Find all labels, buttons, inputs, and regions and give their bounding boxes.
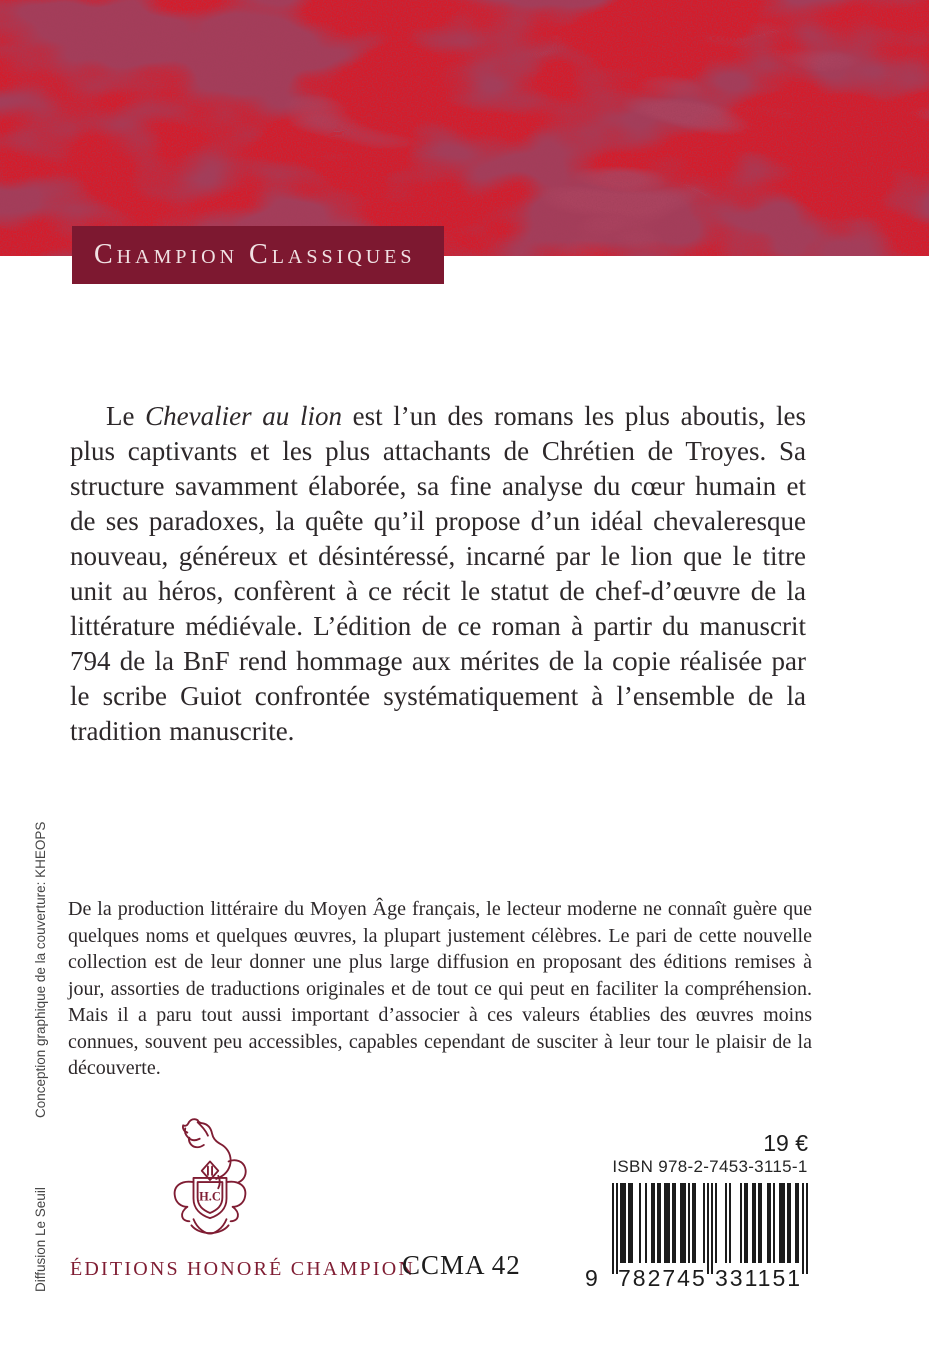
barcode-bar	[725, 1183, 727, 1263]
publisher-name: ÉDITIONS HONORÉ CHAMPION	[70, 1258, 416, 1280]
barcode-digit-group2: 331151	[715, 1265, 803, 1291]
barcode-bar	[612, 1183, 614, 1274]
barcode-bar	[692, 1183, 696, 1263]
barcode-bar	[744, 1183, 748, 1263]
barcode-bar	[767, 1183, 771, 1263]
barcode-bar	[664, 1183, 670, 1263]
barcode-bar	[729, 1183, 731, 1263]
barcode-digit-lead: 9	[585, 1265, 598, 1291]
barcode-bars	[612, 1183, 808, 1274]
collection-note-paragraph: De la production littéraire du Moyen Âge français, le lecteur moderne ne connaît guère que quelques noms et quelques œuvres, la plupart justement célèbres. Le pari de cette nouvelle collection est de leur donner une plus large diffusion en proposant des éditions remises à jour, assorties de traductions originales et de tout ce qui peut en faciliter la compréhension. Mais il a paru tout aussi important d’associer à ces valeurs établies des œuvres moins connues, souvent peu accessibles, capables cependant de susciter à leur tour le plaisir de la découverte.	[68, 898, 812, 1079]
barcode-bar	[645, 1183, 647, 1263]
barcode-bar	[651, 1183, 655, 1263]
diffusion-credit: Diffusion Le Seuil	[33, 1187, 48, 1292]
series-banner	[72, 226, 444, 284]
barcode-bar	[657, 1183, 661, 1263]
publisher-horse-crest-logo	[146, 1114, 274, 1246]
barcode-bar	[802, 1183, 804, 1274]
barcode-bar	[773, 1183, 775, 1263]
synopsis-paragraph	[70, 399, 806, 749]
barcode-bar	[639, 1183, 641, 1263]
barcode-bar	[616, 1183, 618, 1274]
synopsis-body: est l’un des romans les plus aboutis, les plus captivants et les plus attachants de Chrétien de Troyes. Sa structure savamment élaborée, sa fine analyse du cœur humain et de ses paradoxes, la quête qu’il propose d’un idéal chevaleresque nouveau, généreux et désintéressé, incarné par le lion que le titre unit au héros, confèrent à ce récit le statut de chef-d’œuvre de la littérature médiévale. L’édition de ce roman à partir du manuscrit 794 de la BnF rend hommage aux mérites de la copie réalisée par le scribe Guiot confrontée systématiquement à l’ensemble de la tradition manuscrite.	[70, 401, 806, 746]
marbled-paper-texture	[0, 0, 929, 256]
barcode-bar	[688, 1183, 690, 1263]
barcode-bar	[620, 1183, 626, 1263]
barcode-bar	[758, 1183, 762, 1263]
barcode	[585, 1183, 808, 1293]
barcode-bar	[752, 1183, 756, 1263]
synopsis-lead: Le	[106, 401, 146, 431]
barcode-bar	[711, 1183, 713, 1274]
barcode-digit-group1: 782745	[618, 1265, 707, 1291]
isbn-number: ISBN 978-2-7453-3115-1	[612, 1157, 808, 1176]
logo-monogram: H.C	[199, 1189, 221, 1204]
barcode-bar	[806, 1183, 808, 1274]
barcode-bar	[703, 1183, 705, 1263]
book-title-italic: Chevalier au lion	[145, 401, 342, 431]
barcode-bar	[740, 1183, 742, 1263]
barcode-bar	[628, 1183, 632, 1263]
price: 19 €	[763, 1130, 808, 1156]
barcode-bar	[787, 1183, 791, 1263]
barcode-bar	[707, 1183, 709, 1274]
barcode-bar	[715, 1183, 717, 1263]
series-banner-label: Champion Classiques	[94, 239, 416, 270]
barcode-bar	[680, 1183, 686, 1263]
barcode-bar	[779, 1183, 785, 1263]
barcode-bar	[672, 1183, 676, 1263]
collection-code: CCMA 42	[402, 1250, 521, 1280]
cover-design-credit: Conception graphique de la couverture: KHEOPS	[33, 821, 48, 1118]
barcode-bar	[795, 1183, 799, 1263]
